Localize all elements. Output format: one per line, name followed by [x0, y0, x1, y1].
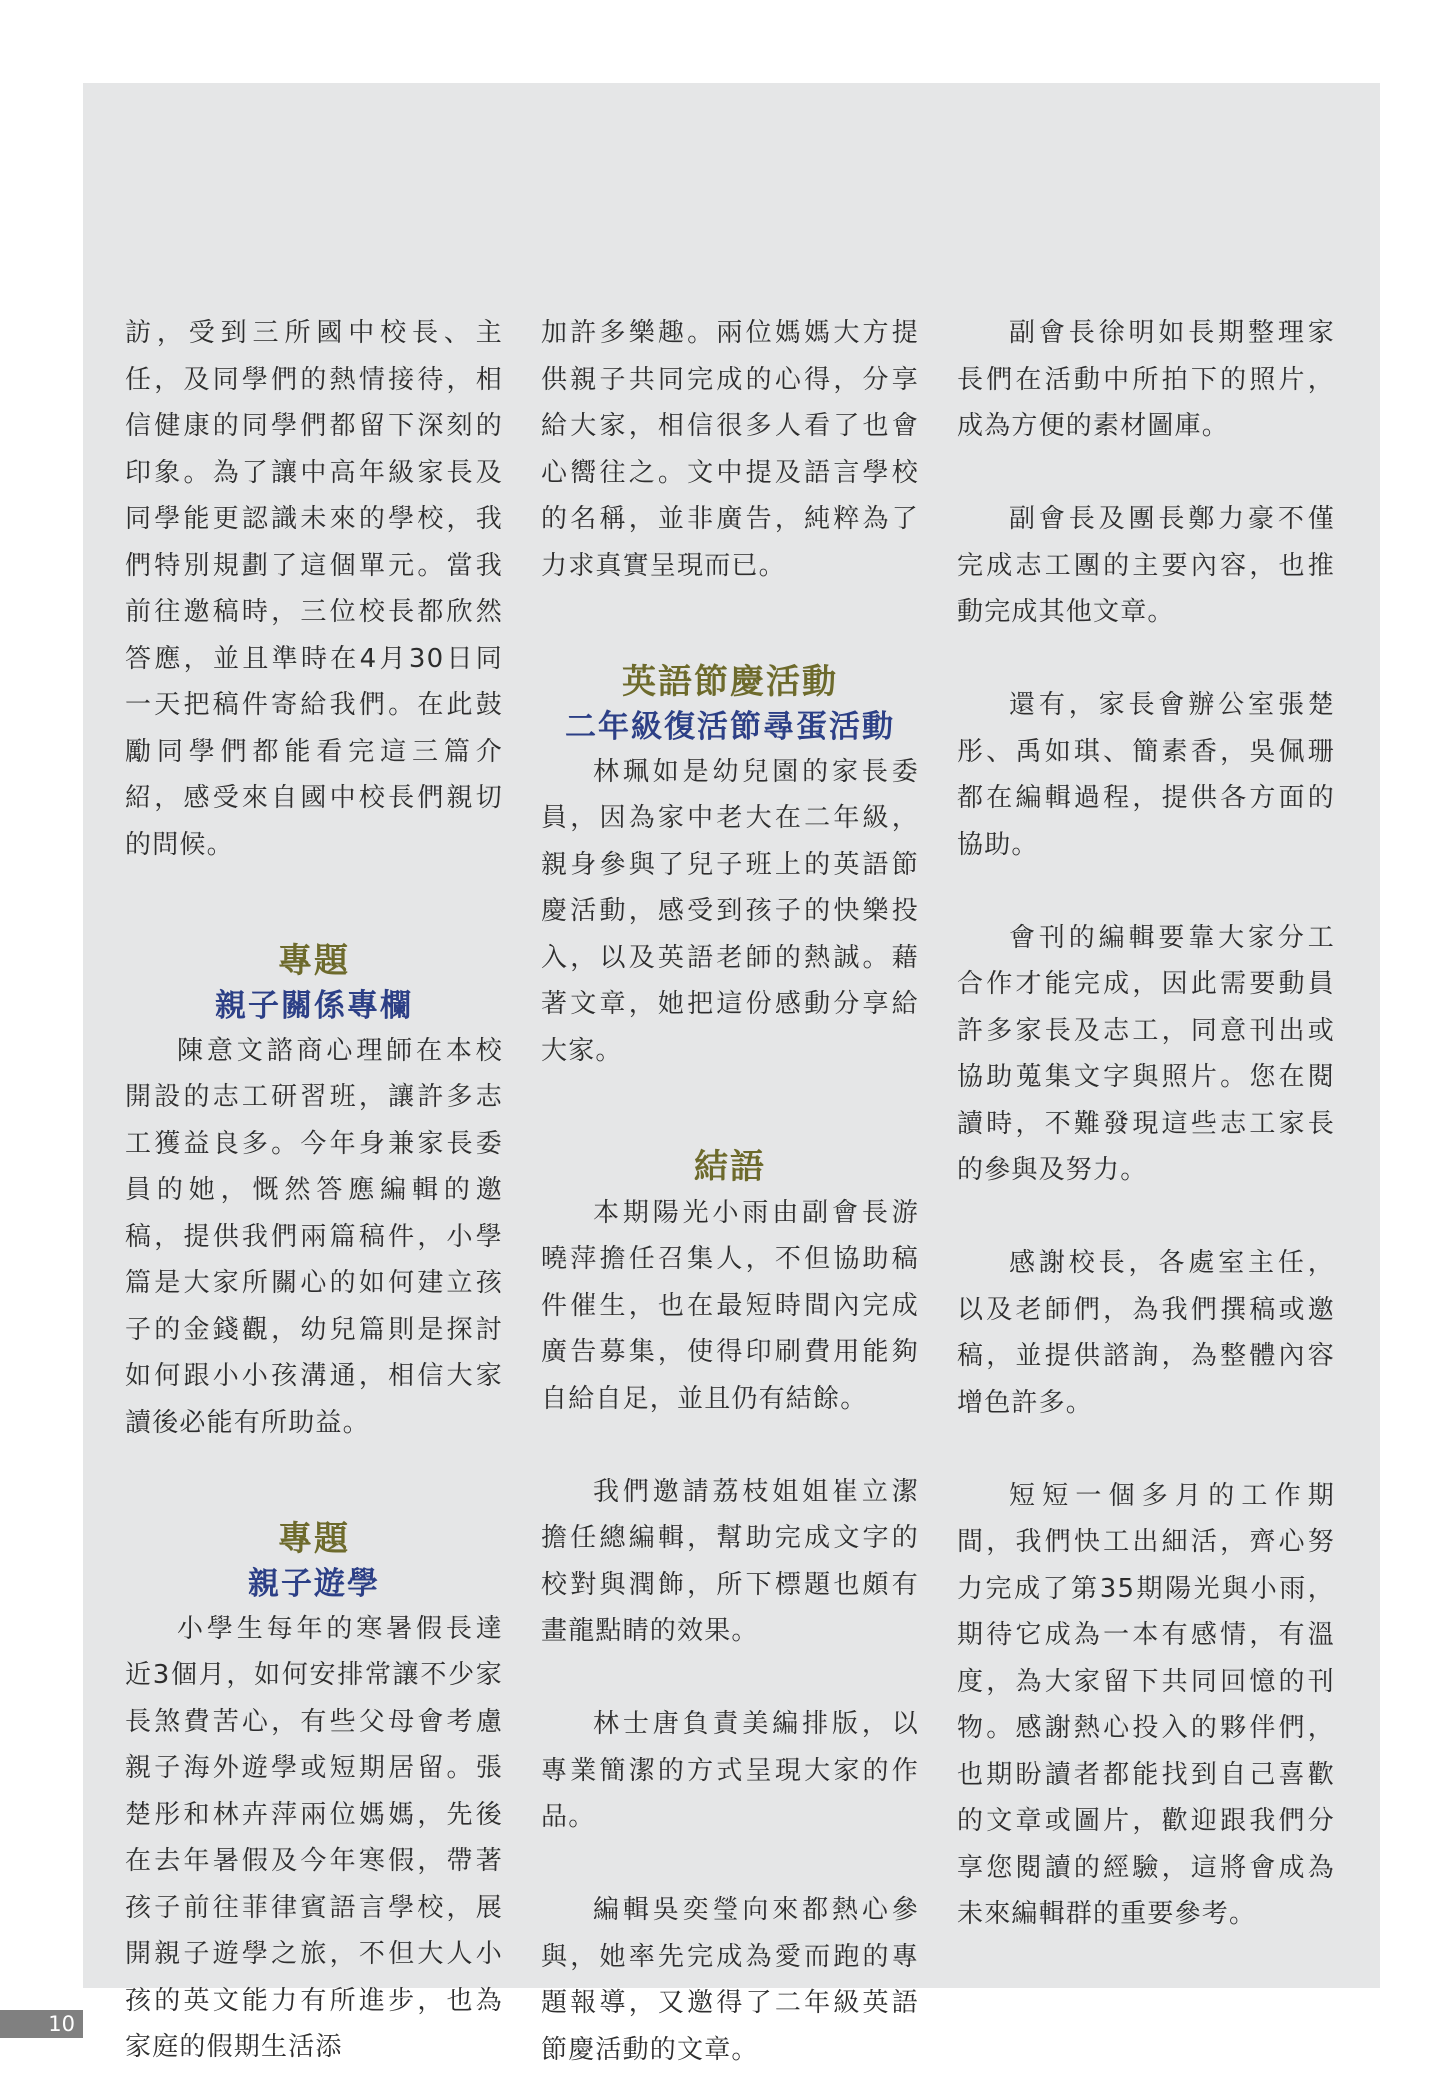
paragraph-easter-egg-hunt: 林珮如是幼兒園的家長委員，因為家中老大在二年級，親身參與了兒子班上的英語節慶活動，感受到孩子的快樂投入，以及英語老師的熱誠。藉著文章，她把這份感動分享給大家。	[541, 756, 919, 1066]
column-right	[957, 310, 1335, 1938]
section-title-feature: 專題	[278, 940, 350, 981]
section-title-english-festival: 英語節慶活動	[622, 661, 838, 702]
section-title-feature-2: 專題	[278, 1518, 350, 1559]
paragraph-editor: 編輯吳奕瑩向來都熱心參與，她率先完成為愛而跑的專題報導，又邀得了二年級英語節慶活動的文章。	[541, 1895, 919, 2065]
paragraph-chief-editor: 我們邀請荔枝姐姐崔立潔擔任總編輯，幫助完成文字的校對與潤飾，所下標題也頗有畫龍點睛的效果。	[541, 1476, 919, 1646]
column-left	[125, 310, 503, 2071]
paragraph-school-intro: 訪，受到三所國中校長、主任，及同學們的熱情接待，相信健康的同學們都留下深刻的印象。為了讓中高年級家長及同學能更認識未來的學校，我們特別規劃了這個單元。當我前往邀稿時，三位校長都欣然答應，並且準時在4月30日同一天把稿件寄給我們。在此鼓勵同學們都能看完這三篇介紹，感受來自國中校長們親切的問候。	[125, 318, 503, 860]
paragraph-layout-designer: 林士唐負責美編排版，以專業簡潔的方式呈現大家的作品。	[541, 1709, 919, 1832]
column-middle	[541, 310, 919, 2073]
paragraph-study-tour: 小學生每年的寒暑假長達近3個月，如何安排常讓不少家長煞費苦心，有些父母會考慮親子海外遊學或短期居留。張楚彤和林卉萍兩位媽媽，先後在去年暑假及今年寒假，帶著孩子前往菲律賓語言學校，展開親子遊學之旅，不但大人小孩的英文能力有所進步，也為家庭的假期生活添	[125, 1613, 503, 2062]
paragraph-parenting-column: 陳意文諮商心理師在本校開設的志工研習班，讓許多志工獲益良多。今年身兼家長委員的她，慨然答應編輯的邀稿，提供我們兩篇稿件，小學篇是大家所關心的如何建立孩子的金錢觀，幼兒篇則是探討如何跟小小孩溝通，相信大家讀後必能有所助益。	[125, 1035, 503, 1438]
paragraph-thanks-principal: 感謝校長，各處室主任，以及老師們，為我們撰稿或邀稿，並提供諮詢，為整體內容增色許多。	[957, 1248, 1335, 1418]
paragraph-study-tour-cont: 加許多樂趣。兩位媽媽大方提供親子共同完成的心得，分享給大家，相信很多人看了也會心嚮往之。文中提及語言學校的名稱，並非廣告，純粹為了力求真實呈現而已。	[541, 318, 919, 581]
paragraph-closing: 短短一個多月的工作期間，我們快工出細活，齊心努力完成了第35期陽光與小雨，期待它成為一本有感情，有溫度，為大家留下共同回憶的刊物。感謝熱心投入的夥伴們，也期盼讀者都能找到自己喜歡的文章或圖片，歡迎跟我們分享您閱讀的經驗，這將會成為未來編輯群的重要參考。	[957, 1480, 1335, 1929]
section-subtitle-parenting-column: 親子關係專欄	[215, 987, 413, 1024]
paragraph-convener: 本期陽光小雨由副會長游曉萍擔任召集人，不但協助稿件催生，也在最短時間內完成廣告募集，使得印刷費用能夠自給自足，並且仍有結餘。	[541, 1197, 919, 1414]
paragraph-volunteer-team: 副會長及團長鄭力豪不僅完成志工團的主要內容，也推動完成其他文章。	[957, 504, 1335, 627]
paragraph-teamwork: 會刊的編輯要靠大家分工合作才能完成，因此需要動員許多家長及志工，同意刊出或協助蒐集文字與照片。您在閱讀時，不難發現這些志工家長的參與及努力。	[957, 922, 1335, 1185]
paragraph-office-staff: 還有，家長會辦公室張楚彤、禹如琪、簡素香，吳佩珊都在編輯過程，提供各方面的協助。	[957, 690, 1335, 860]
section-title-conclusion: 結語	[694, 1146, 766, 1187]
page-number: 10	[0, 2010, 83, 2038]
paragraph-photo-library: 副會長徐明如長期整理家長們在活動中所拍下的照片，成為方便的素材圖庫。	[957, 318, 1335, 441]
section-subtitle-study-tour: 親子遊學	[248, 1565, 380, 1602]
section-subtitle-easter-egg-hunt: 二年級復活節尋蛋活動	[565, 708, 895, 745]
